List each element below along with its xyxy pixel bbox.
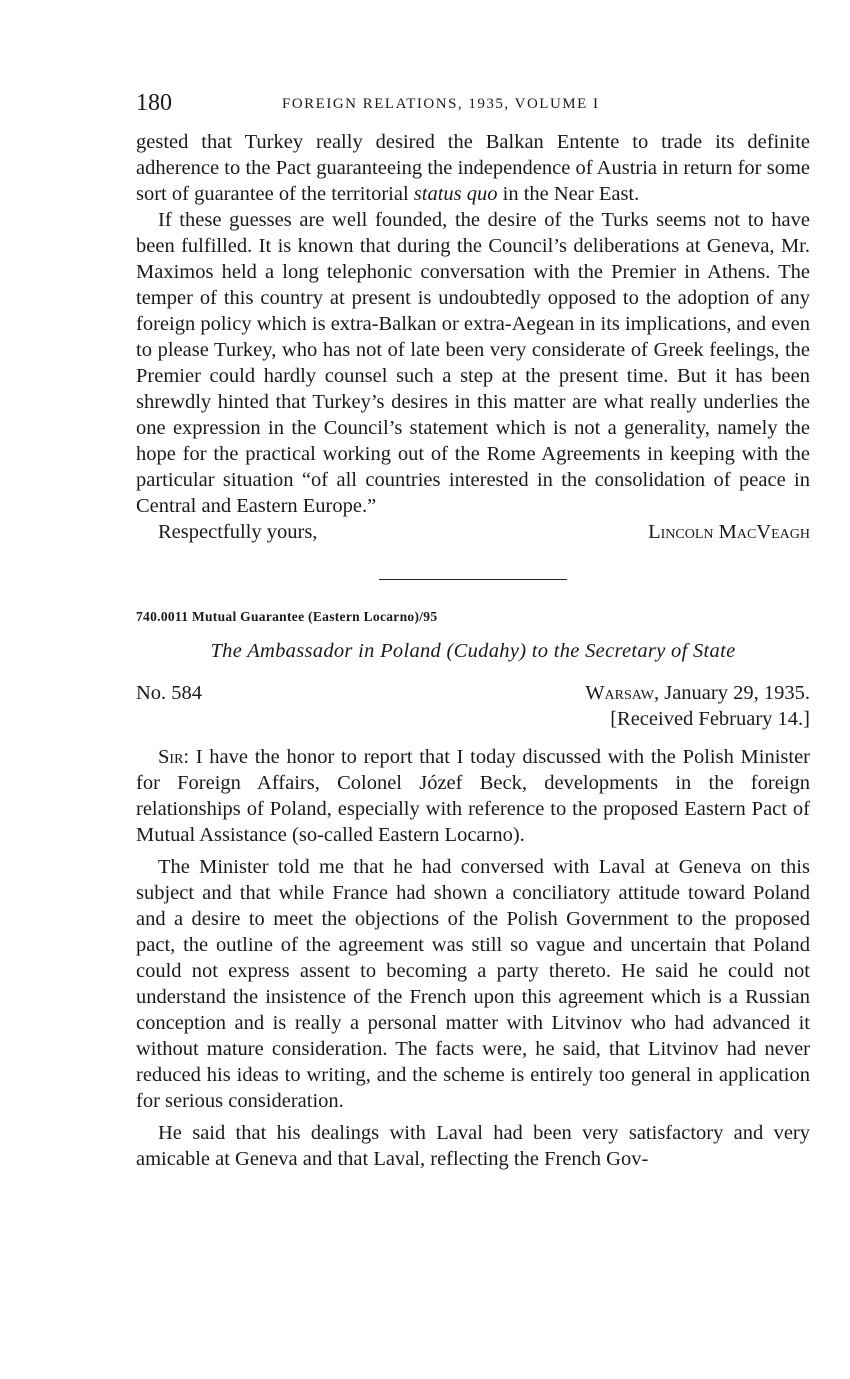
letter-paragraph-3: He said that his dealings with Laval had been very satisfactory and very amicable at Geneva and that Laval, reflecting the French Gov- [136, 1122, 810, 1170]
closing-line [136, 519, 810, 545]
salutation: Sir [158, 746, 184, 768]
running-head [136, 88, 810, 122]
letter-paragraph-2: The Minister told me that he had conversed with Laval at Geneva on this subject and that while France had shown a conciliatory attitude toward Poland and a desire to meet the objections of the Polish Government to the proposed pact, the outline of the agreement was still so vague and uncertain that Poland could not express assent to becoming a party thereto. He said he could not understand the insistence of the French upon this agreement which is a Russian conception and is really a personal matter with Litvinov who had advanced it without mature consideration. The facts were, he said, that Litvinov had never reduced his ideas to writing, and the scheme is entirely too general in application for serious consideration. [136, 856, 810, 1112]
status-quo-italic: status quo [413, 183, 498, 205]
page-number: 180 [136, 90, 172, 116]
place: Warsaw [585, 682, 654, 704]
running-head-title: FOREIGN RELATIONS, 1935, VOLUME I [282, 96, 600, 112]
continuation-paragraph [136, 129, 810, 207]
place-and-date [585, 680, 810, 706]
letter-paragraph-1-text: : I have the honor to report that I today discussed with the Polish Minister for Foreign Affairs, Colonel Józef Beck, developments in the foreign relationships of Poland, especially with reference to the proposed Eastern Pact of Mutual Assistance (so-called Eastern Locarno). [136, 746, 810, 846]
signature: Lincoln MacVeagh [648, 521, 810, 543]
date: , January 29, 1935. [653, 682, 810, 704]
received-date: [Received February 14.] [610, 708, 810, 730]
file-number: 740.0011 Mutual Guarantee (Eastern Locarno)/95 [136, 609, 438, 624]
dateline [136, 680, 810, 706]
section-divider [379, 579, 567, 580]
closing-salutation: Respectfully yours, [158, 521, 318, 543]
body-paragraph-guesses: If these guesses are well founded, the desire of the Turks seems not to have been fulfilled. It is known that during the Council’s deliberations at Geneva, Mr. Maximos held a long telephonic conversation with the Premier in Athens. The temper of this country at present is undoubtedly opposed to the adoption of any foreign policy which is extra-Balkan or extra-Aegean in its implications, and even to please Turkey, who has not of late been very considerate of Greek feelings, the Premier could hardly counsel such a step at the present time. But it has been shrewdly hinted that Turkey’s desires in this matter are what really underlies the one expression in the Council’s statement which is not a generality, namely the hope for the practical working out of the Rome Agreements in keeping with the particular situation “of all countries interested in the consolidation of peace in Central and Eastern Europe.” [136, 209, 811, 517]
document-page [136, 88, 810, 1172]
letter-paragraph-1 [136, 744, 810, 848]
despatch-number: No. 584 [136, 682, 203, 704]
continuation-text-start: gested that Turkey really desired the Balkan Entente to trade its definite adherence to the Pact guaranteeing the independence of Austria in return for some sort of guarantee of the territorial [136, 131, 810, 205]
document-title: The Ambassador in Poland (Cudahy) to the Secretary of State [210, 640, 736, 662]
continuation-text-end: in the Near East. [497, 183, 640, 205]
